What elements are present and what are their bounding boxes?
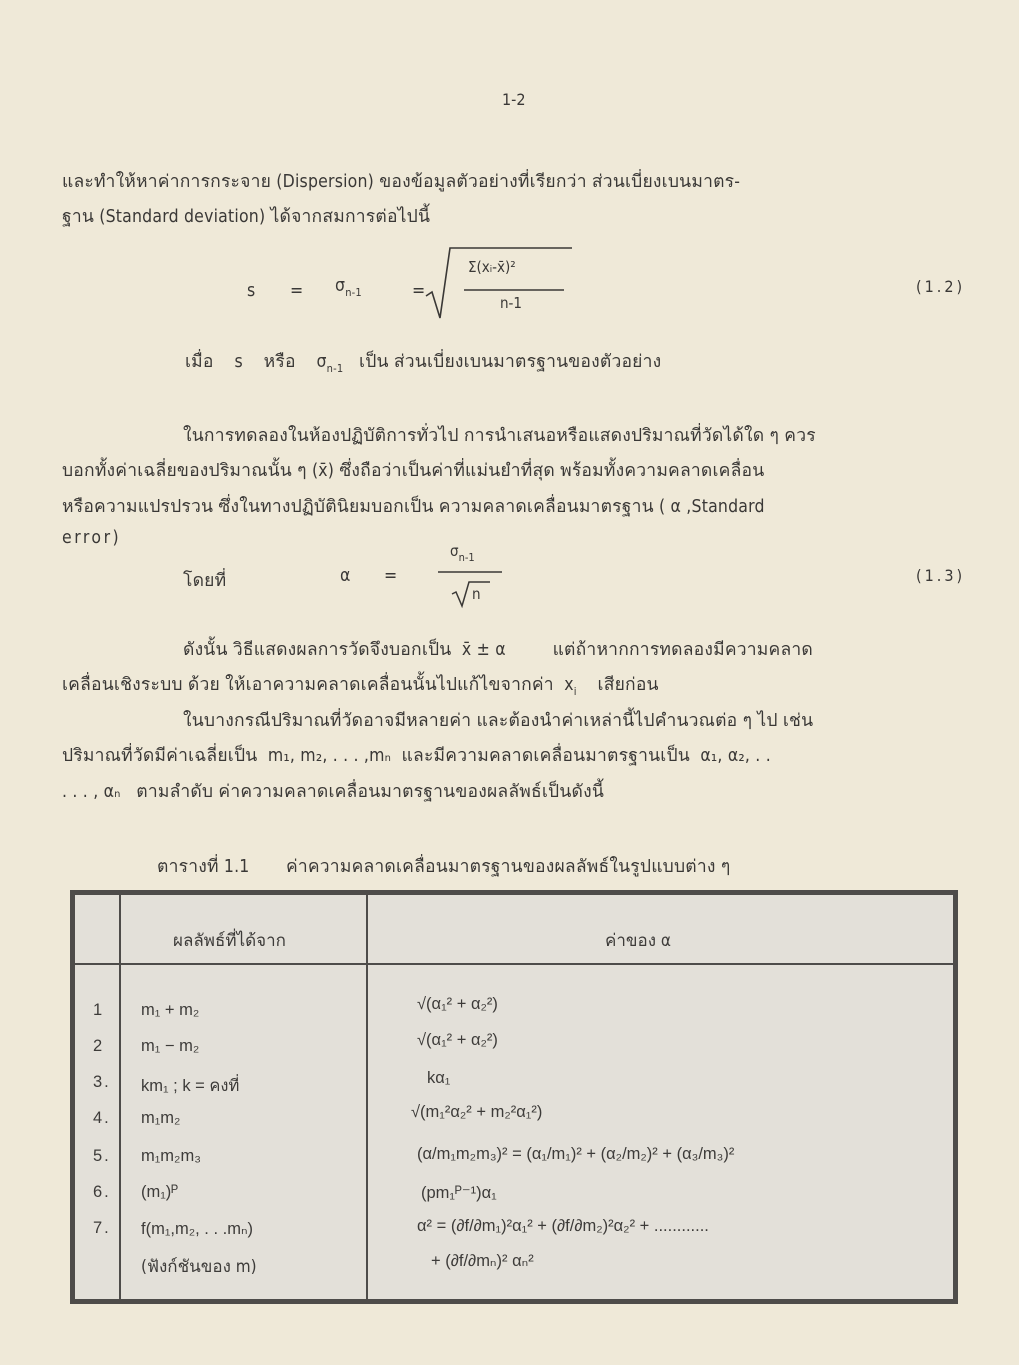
eq-denominator: n-1 (500, 294, 523, 312)
row-result: km₁ ; k = คงที่ (141, 1077, 240, 1095)
row-number: 1 (93, 1001, 105, 1019)
paragraph-3-line-2: เคลื่อนเชิงระบบ ด้วย ให้เอาความคลาดเคลื่อนนั้นไปแก้ไขจากค่า $x_i$ เสียก่อน (62, 675, 659, 698)
row-value: √(α₁² + α₂²) (417, 1031, 498, 1049)
table-caption-text: ค่าความคลาดเคลื่อนมาตรฐานของผลลัพธ์ในรูปแบบต่าง ๆ (285, 857, 731, 877)
row-result: m₁ − m₂ (141, 1037, 200, 1055)
eq13-prefix: โดยที่ (183, 571, 227, 591)
equation-number: (1.3) (916, 566, 966, 585)
row-result-line-2: (ฟังก์ชันของ m) (141, 1257, 257, 1277)
paragraph-3-line-1: ดังนั้น วิธีแสดงผลการวัดจึงบอกเป็น x̄ ± α แต่ถ้าหากการทดลองมีความคลาด (183, 640, 813, 660)
paragraph-1-line-2: ฐาน (Standard deviation) ได้จากสมการต่อไปนี้ (62, 207, 431, 227)
row-result: (m₁)ᴾ (141, 1183, 179, 1201)
equation-number: (1.2) (916, 277, 966, 296)
paragraph-2-line-2: บอกทั้งค่าเฉลี่ยของปริมาณนั้น ๆ (x̄) ซึ่งถือว่าเป็นค่าที่แม่นยำที่สุด พร้อมทั้งความคลาดเคลื่อน (62, 461, 765, 481)
row-value: (α/m₁m₂m₃)² = (α₁/m₁)² + (α₂/m₂)² + (α₃/m₃)² (417, 1145, 735, 1163)
header-divider (75, 963, 953, 965)
header-alpha-value: ค่าของ α (605, 931, 671, 951)
where-line: เมื่อ s หรือ $\sigma_{n-1}$ เป็น ส่วนเบี่ยงเบนมาตรฐานของตัวอย่าง (185, 352, 662, 375)
paragraph-2-line-1: ในการทดลองในห้องปฏิบัติการทั่วไป การนำเสนอหรือแสดงปริมาณที่วัดได้ใด ๆ ควร (183, 426, 816, 446)
paragraph-2-line-4: error) (62, 528, 122, 548)
column-divider (366, 895, 368, 1299)
row-result: m₁m₂m₃ (141, 1147, 201, 1165)
row-result: m₁m₂ (141, 1109, 181, 1127)
eq-numerator: Σ(xᵢ-x̄)² (468, 258, 516, 276)
row-number: 5. (93, 1147, 111, 1165)
row-result: m₁ + m₂ (141, 1001, 200, 1019)
row-number: 2 (93, 1037, 105, 1055)
row-value-line-2: + (∂f/∂mₙ)² αₙ² (431, 1252, 534, 1270)
eq-equals-2: = (412, 281, 426, 301)
header-result: ผลลัพธ์ที่ได้จาก (173, 931, 286, 951)
row-value: α² = (∂f/∂m₁)²α₁² + (∂f/∂m₂)²α₂² + ............ (417, 1217, 709, 1235)
sqrt-sign-icon (424, 244, 574, 322)
table-caption (157, 852, 730, 880)
eq13-lhs: α (340, 566, 351, 586)
eq-equals: = (290, 281, 304, 301)
eq13-numerator: $\sigma_{n-1}$ (450, 542, 475, 564)
eq13-denominator: n (472, 585, 481, 603)
row-number: 3. (93, 1073, 111, 1091)
row-number: 6. (93, 1183, 111, 1201)
paragraph-4-line-3: . . . , αₙ ตามลำดับ ค่าความคลาดเคลื่อนมาตรฐานของผลลัพธ์เป็นดังนี้ (62, 782, 604, 802)
table-caption-label: ตารางที่ 1.1 (157, 857, 250, 877)
row-number: 4. (93, 1109, 111, 1127)
sqrt-sign-icon (436, 570, 506, 610)
eq-sigma: $\sigma_{n-1}$ (335, 276, 362, 299)
eq13-equals: = (384, 566, 398, 586)
paragraph-1-line-1: และทำให้หาค่าการกระจาย (Dispersion) ของข้อมูลตัวอย่างที่เรียกว่า ส่วนเบี่ยงเบนมาตร- (62, 172, 741, 192)
paragraph-4-line-2: ปริมาณที่วัดมีค่าเฉลี่ยเป็น m₁, m₂, . . . ,mₙ และมีความคลาดเคลื่อนมาตรฐานเป็น α₁, α₂, . . (62, 746, 771, 766)
row-value: kα₁ (427, 1069, 451, 1087)
row-result: f(m₁,m₂, . . .mₙ) (141, 1220, 254, 1238)
row-value: √(m₁²α₂² + m₂²α₁²) (411, 1103, 543, 1121)
row-value: (pm₁ᴾ⁻¹)α₁ (421, 1184, 497, 1202)
row-value: √(α₁² + α₂²) (417, 995, 498, 1013)
page-number: 1-2 (502, 90, 526, 109)
row-number: 7. (93, 1219, 111, 1237)
paragraph-2-line-3: หรือความแปรปรวน ซึ่งในทางปฏิบัตินิยมบอกเป็น ความคลาดเคลื่อนมาตรฐาน ( α ,Standard (62, 497, 765, 517)
paragraph-4-line-1: ในบางกรณีปริมาณที่วัดอาจมีหลายค่า และต้องนำค่าเหล่านี้ไปคำนวณต่อ ๆ ไป เช่น (183, 711, 814, 731)
error-propagation-table (70, 890, 958, 1304)
eq-lhs: s (247, 281, 256, 301)
column-divider (119, 895, 121, 1299)
